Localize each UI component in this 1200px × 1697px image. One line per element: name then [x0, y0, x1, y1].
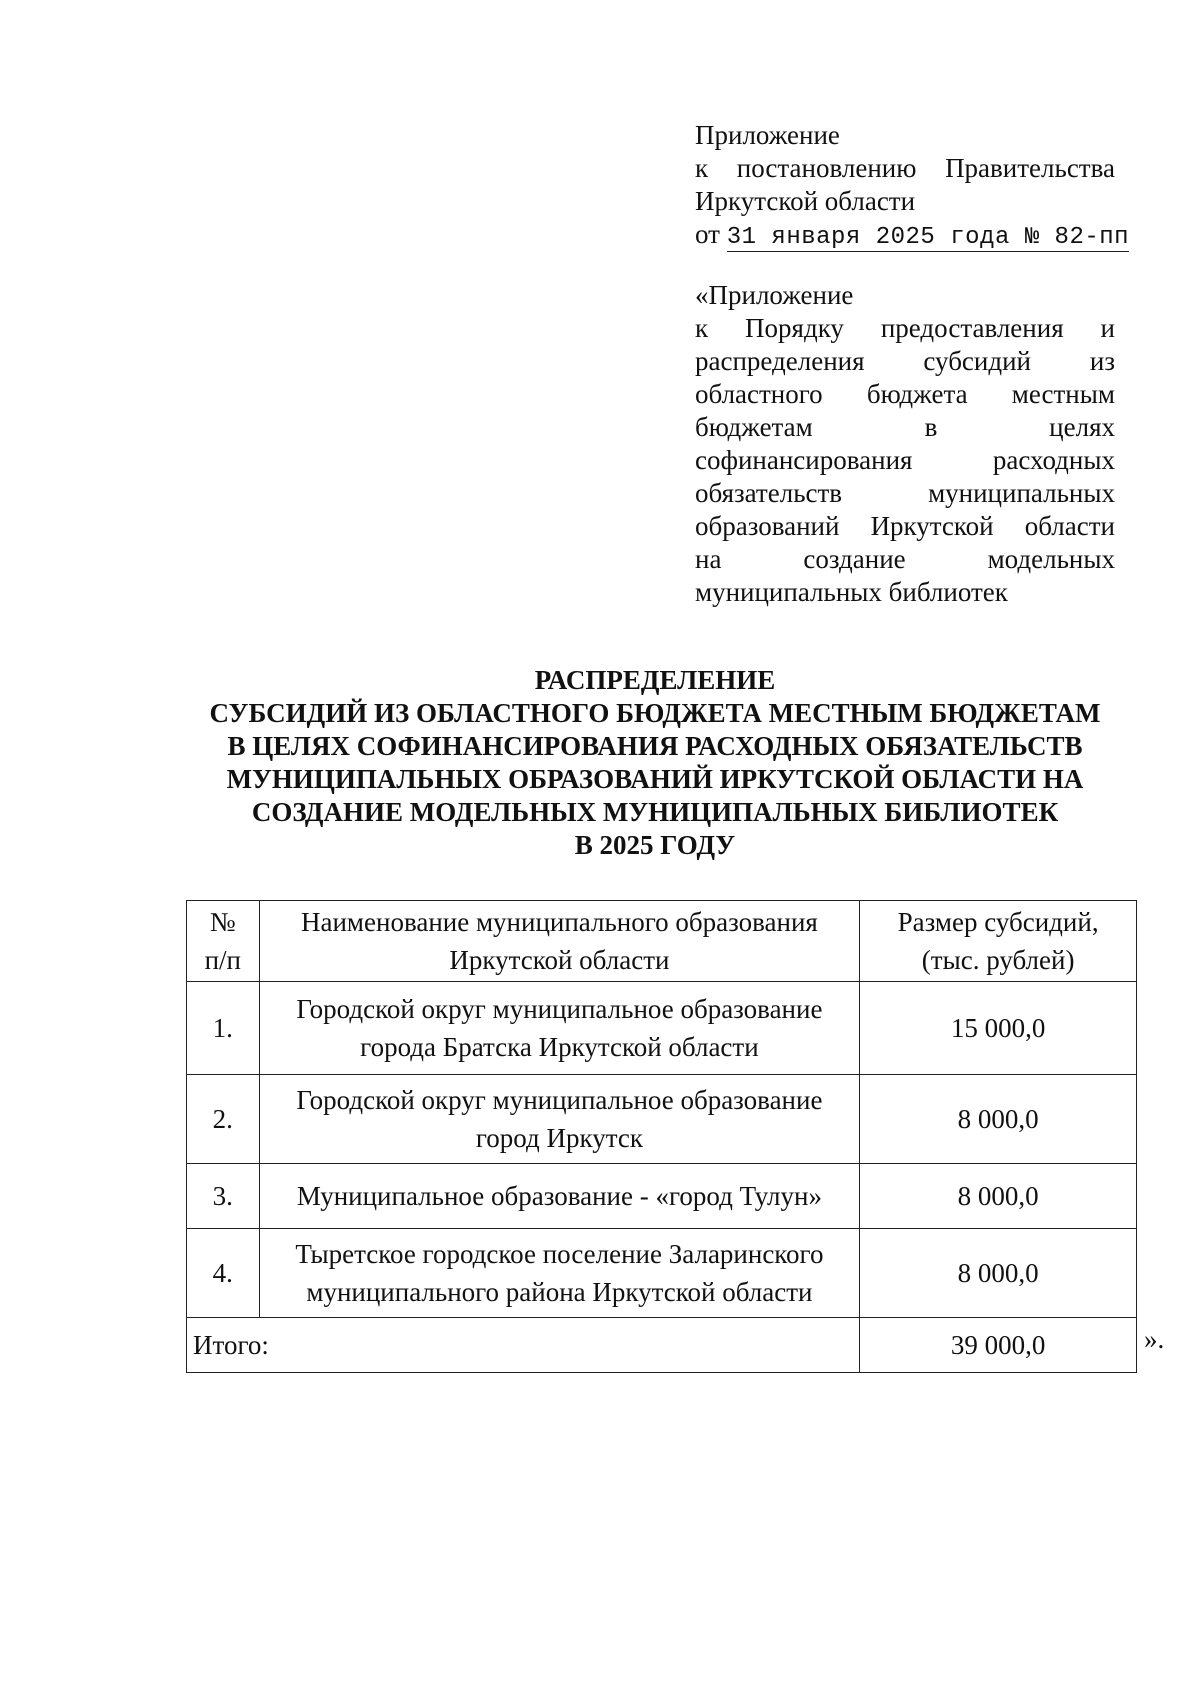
row-name: Городской округ муниципальное образование города Братска Иркутской области: [259, 982, 860, 1075]
header-number-cell: № п/п: [187, 901, 260, 982]
procedure-line-5: бюджетам в целях: [695, 412, 1115, 442]
appendix-reference-part-3: Правительства: [945, 153, 1115, 183]
procedure-line-10: муниципальных библиотек: [695, 577, 1008, 607]
procedure-appendix-header: [695, 279, 1115, 609]
row-amount: 8 000,0: [860, 1075, 1137, 1164]
header-amount-cell: Размер субсидий, (тыс. рублей): [860, 901, 1137, 982]
title-line-1: РАСПРЕДЕЛЕНИЕ: [534, 665, 776, 695]
procedure-line-7: обязательств муниципальных: [695, 478, 1115, 508]
procedure-line-9: на создание модельных: [695, 544, 1115, 574]
row-amount: 8 000,0: [860, 1164, 1137, 1229]
appendix-header: [695, 119, 1130, 254]
row-amount: 8 000,0: [860, 1229, 1137, 1318]
date-prefix: от: [695, 219, 720, 249]
appendix-reference-line: [695, 152, 1115, 185]
procedure-line-8: образований Иркутской области: [695, 511, 1115, 541]
table-row: [187, 982, 1137, 1075]
appendix-reference-part-2: постановлению: [736, 153, 917, 183]
row-name: Тыретское городское поселение Заларинского муниципального района Иркутской области: [259, 1229, 860, 1318]
title-line-3: В ЦЕЛЯХ СОФИНАНСИРОВАНИЯ РАСХОДНЫХ ОБЯЗАТЕЛЬСТВ: [227, 731, 1083, 761]
closing-quote-mark: ».: [1144, 1324, 1165, 1354]
procedure-appendix-label: «Приложение: [695, 280, 854, 310]
header-name-cell: Наименование муниципального образования Иркутской области: [259, 901, 860, 982]
row-number: 4.: [187, 1229, 260, 1318]
row-name: Городской округ муниципальное образование город Иркутск: [259, 1075, 860, 1164]
row-amount: 15 000,0: [860, 982, 1137, 1075]
title-line-4: МУНИЦИПАЛЬНЫХ ОБРАЗОВАНИЙ ИРКУТСКОЙ ОБЛАСТИ НА: [226, 764, 1084, 794]
date-value: 31 января 2025 года № 82-пп: [726, 224, 1130, 251]
title-line-6: В 2025 ГОДУ: [574, 830, 736, 860]
row-number: 2.: [187, 1075, 260, 1164]
table-total-row: [187, 1318, 1137, 1373]
appendix-reference-part-1: к: [695, 153, 709, 183]
title-line-2: СУБСИДИЙ ИЗ ОБЛАСТНОГО БЮДЖЕТА МЕСТНЫМ БЮДЖЕТАМ: [209, 698, 1101, 728]
appendix-region: Иркутской области: [695, 186, 916, 216]
total-amount: 39 000,0: [860, 1318, 1137, 1373]
procedure-line-2: к Порядку предоставления и: [695, 313, 1115, 343]
subsidy-distribution-table: [186, 900, 1137, 1373]
table-row: [187, 1075, 1137, 1164]
appendix-label: Приложение: [695, 120, 840, 150]
document-title: [120, 664, 1190, 862]
row-number: 1.: [187, 982, 260, 1075]
procedure-line-6: софинансирования расходных: [695, 445, 1115, 475]
total-label: Итого:: [187, 1318, 860, 1373]
title-line-5: СОЗДАНИЕ МОДЕЛЬНЫХ МУНИЦИПАЛЬНЫХ БИБЛИОТЕК: [251, 797, 1059, 827]
row-name: Муниципальное образование - «город Тулун»: [259, 1164, 860, 1229]
table-row: [187, 1164, 1137, 1229]
procedure-line-3: распределения субсидий из: [695, 346, 1115, 376]
appendix-date-line: [695, 218, 1130, 254]
procedure-line-4: областного бюджета местным: [695, 379, 1115, 409]
row-number: 3.: [187, 1164, 260, 1229]
table-header-row: [187, 901, 1137, 982]
table-row: [187, 1229, 1137, 1318]
